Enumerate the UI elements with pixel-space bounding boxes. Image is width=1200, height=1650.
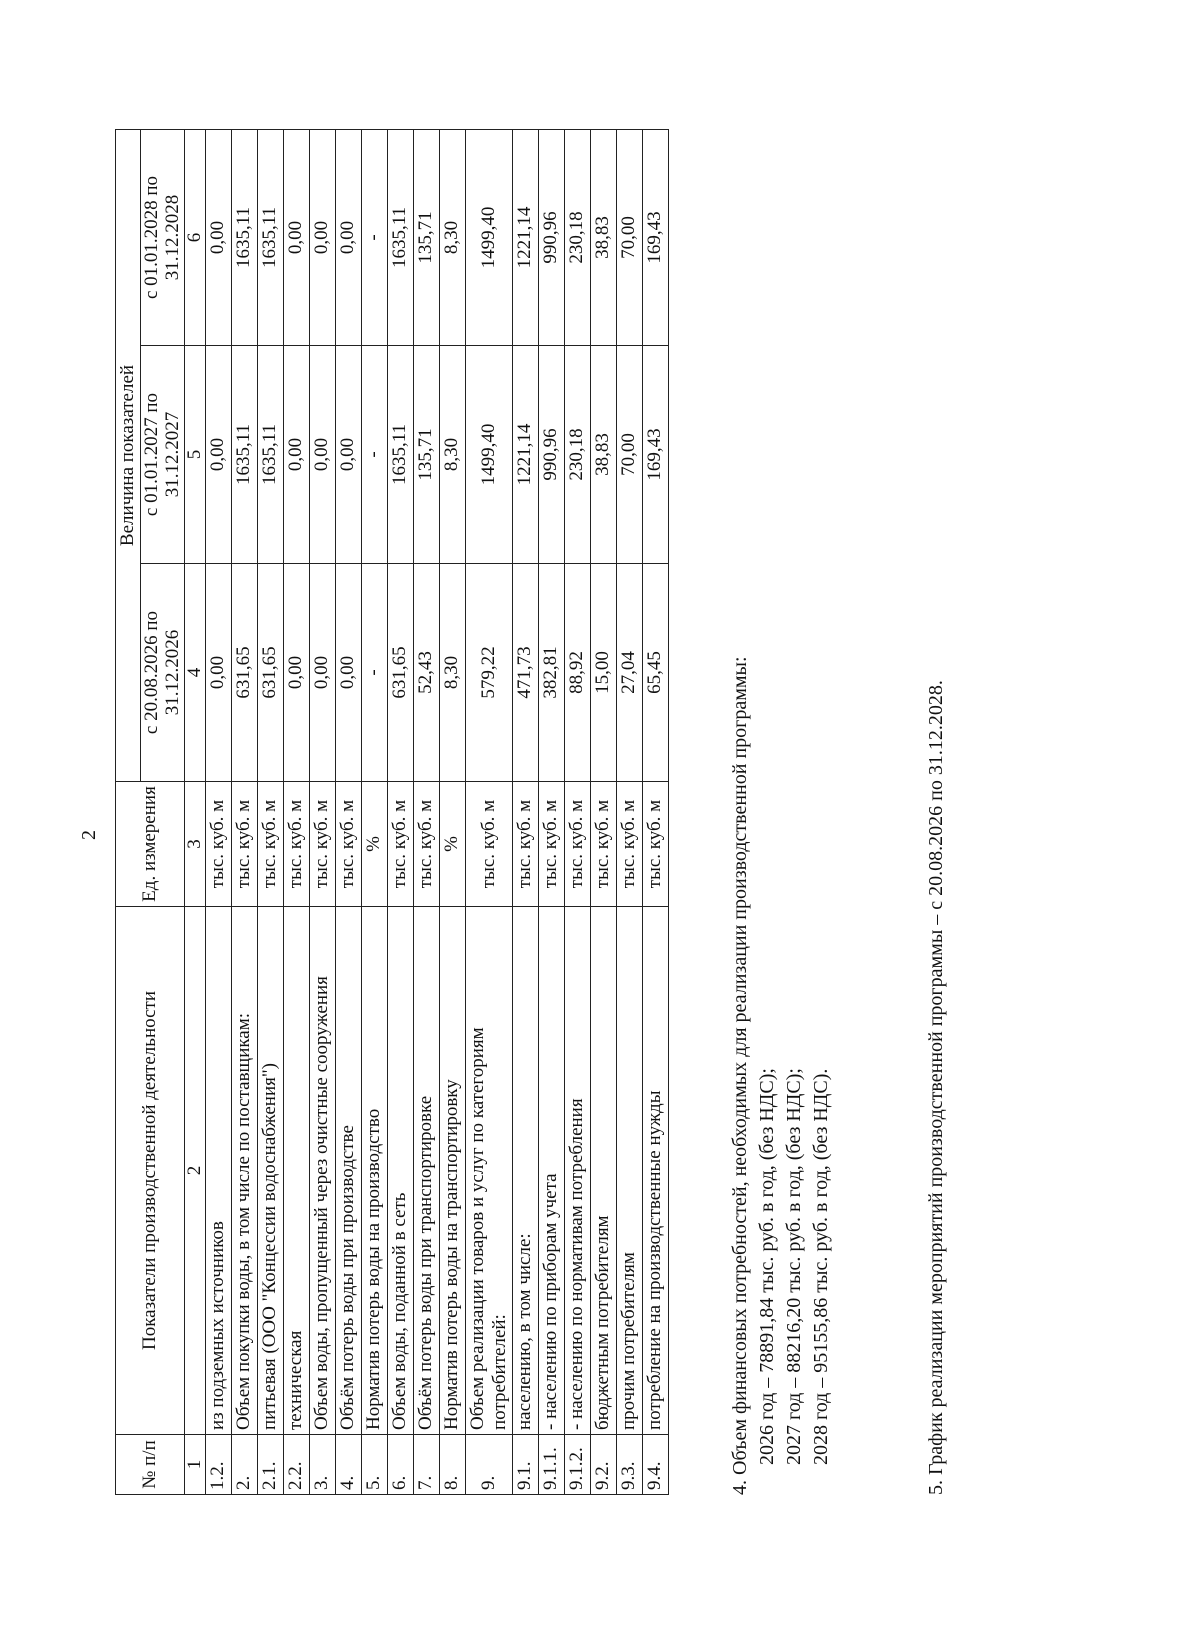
row-value-2028: 0,00 xyxy=(283,129,309,345)
column-number: 5 xyxy=(184,346,205,564)
row-value-2027: - xyxy=(361,346,387,564)
row-value-2028: 1635,11 xyxy=(257,129,283,345)
header-period-2026: с 20.08.2026 по 31.12.2026 xyxy=(141,564,185,782)
row-number: 2. xyxy=(231,1435,257,1495)
row-value-2027: 990,96 xyxy=(538,346,564,564)
table-body xyxy=(205,129,668,1494)
row-indicator-name: Объём потерь воды при производстве xyxy=(335,907,361,1435)
row-number: 7. xyxy=(413,1435,439,1495)
row-value-2028: 0,00 xyxy=(205,129,231,345)
row-indicator-name: прочим потребителям xyxy=(616,907,642,1435)
row-indicator-name: - населению по нормативам потребления xyxy=(564,907,590,1435)
row-unit: тыс. куб. м xyxy=(283,782,309,907)
row-value-2027: 169,43 xyxy=(642,346,668,564)
row-number: 2.2. xyxy=(283,1435,309,1495)
row-indicator-name: Объем воды, пропущенный через очистные сооружения xyxy=(309,907,335,1435)
row-number: 9.2. xyxy=(590,1435,616,1495)
column-number: 6 xyxy=(184,129,205,345)
row-value-2026: 8,30 xyxy=(439,564,465,782)
table-row xyxy=(335,129,361,1494)
table-row xyxy=(413,129,439,1494)
row-value-2026: 65,45 xyxy=(642,564,668,782)
row-value-2026: 15,00 xyxy=(590,564,616,782)
row-indicator-name: техническая xyxy=(283,907,309,1435)
row-value-2027: 0,00 xyxy=(335,346,361,564)
row-number: 1.2. xyxy=(205,1435,231,1495)
row-value-2026: 631,65 xyxy=(387,564,413,782)
row-value-2026: 0,00 xyxy=(335,564,361,782)
column-number: 3 xyxy=(184,782,205,907)
row-value-2026: 471,73 xyxy=(512,564,538,782)
row-number: 9. xyxy=(465,1435,512,1495)
row-indicator-name: населению, в том числе: xyxy=(512,907,538,1435)
header-values-group: Величина показателей xyxy=(116,129,141,781)
row-value-2027: 1635,11 xyxy=(387,346,413,564)
row-unit: тыс. куб. м xyxy=(231,782,257,907)
table-row xyxy=(642,129,668,1494)
row-unit: тыс. куб. м xyxy=(590,782,616,907)
row-value-2027: 135,71 xyxy=(413,346,439,564)
row-indicator-name: из подземных источников xyxy=(205,907,231,1435)
row-indicator-name: Объем воды, поданной в сеть xyxy=(387,907,413,1435)
row-value-2028: 8,30 xyxy=(439,129,465,345)
row-unit: тыс. куб. м xyxy=(205,782,231,907)
row-value-2028: 38,83 xyxy=(590,129,616,345)
table-row xyxy=(590,129,616,1494)
row-number: 9.1.2. xyxy=(564,1435,590,1495)
row-unit: тыс. куб. м xyxy=(413,782,439,907)
row-unit: тыс. куб. м xyxy=(387,782,413,907)
header-period-2027: с 01.01.2027 по 31.12.2027 xyxy=(141,346,185,564)
row-value-2028: 230,18 xyxy=(564,129,590,345)
row-number: 6. xyxy=(387,1435,413,1495)
table-row xyxy=(387,129,413,1494)
table-row xyxy=(257,129,283,1494)
row-number: 2.1. xyxy=(257,1435,283,1495)
note-item-4-line: 2026 год – 78891,84 тыс. руб. в год, (без НДС); xyxy=(756,1068,778,1465)
table-row xyxy=(564,129,590,1494)
row-value-2028: 135,71 xyxy=(413,129,439,345)
row-value-2027: 0,00 xyxy=(283,346,309,564)
row-unit: тыс. куб. м xyxy=(616,782,642,907)
row-value-2027: 0,00 xyxy=(309,346,335,564)
row-value-2028: 1499,40 xyxy=(465,129,512,345)
column-number: 2 xyxy=(184,907,205,1435)
row-value-2028: - xyxy=(361,129,387,345)
row-unit: тыс. куб. м xyxy=(335,782,361,907)
row-value-2027: 1635,11 xyxy=(231,346,257,564)
note-item-4-line: 2028 год – 95155,86 тыс. руб. в год, (без НДС). xyxy=(810,1068,832,1465)
row-number: 8. xyxy=(439,1435,465,1495)
row-number: 9.3. xyxy=(616,1435,642,1495)
row-indicator-name: Норматив потерь воды на транспортировку xyxy=(439,907,465,1435)
row-number: 9.1.1. xyxy=(538,1435,564,1495)
table-row xyxy=(439,129,465,1494)
column-number: 4 xyxy=(184,564,205,782)
row-unit: тыс. куб. м xyxy=(465,782,512,907)
row-value-2028: 70,00 xyxy=(616,129,642,345)
row-value-2026: 0,00 xyxy=(283,564,309,782)
row-value-2026: - xyxy=(361,564,387,782)
row-number: 3. xyxy=(309,1435,335,1495)
row-indicator-name: Объем покупки воды, в том числе по поставщикам: xyxy=(231,907,257,1435)
row-value-2028: 1635,11 xyxy=(387,129,413,345)
row-value-2028: 0,00 xyxy=(335,129,361,345)
table-row xyxy=(283,129,309,1494)
row-value-2027: 1221,14 xyxy=(512,346,538,564)
row-value-2026: 382,81 xyxy=(538,564,564,782)
row-value-2026: 88,92 xyxy=(564,564,590,782)
row-unit: тыс. куб. м xyxy=(642,782,668,907)
row-value-2027: 1499,40 xyxy=(465,346,512,564)
header-period-2028: с 01.01.2028 по 31.12.2028 xyxy=(141,129,185,345)
row-number: 4. xyxy=(335,1435,361,1495)
row-unit: тыс. куб. м xyxy=(564,782,590,907)
row-indicator-name: бюджетным потребителям xyxy=(590,907,616,1435)
row-value-2027: 1635,11 xyxy=(257,346,283,564)
row-value-2027: 230,18 xyxy=(564,346,590,564)
row-value-2027: 8,30 xyxy=(439,346,465,564)
row-indicator-name: Объем реализации товаров и услуг по категориям потребителей: xyxy=(465,907,512,1435)
row-value-2027: 70,00 xyxy=(616,346,642,564)
row-indicator-name: Объём потерь воды при транспортировке xyxy=(413,907,439,1435)
note-item-5: 5. График реализации мероприятий производственной программы – с 20.08.2026 по 31.12.2028. xyxy=(925,680,947,1495)
table-row xyxy=(231,129,257,1494)
row-value-2028: 1635,11 xyxy=(231,129,257,345)
row-indicator-name: - населению по приборам учета xyxy=(538,907,564,1435)
row-value-2028: 169,43 xyxy=(642,129,668,345)
row-value-2026: 0,00 xyxy=(309,564,335,782)
notes-section xyxy=(727,95,950,1495)
row-value-2026: 27,04 xyxy=(616,564,642,782)
row-indicator-name: потребление на производственные нужды xyxy=(642,907,668,1435)
column-number: 1 xyxy=(184,1435,205,1495)
row-indicator-name: Норматив потерь воды на производство xyxy=(361,907,387,1435)
row-unit: тыс. куб. м xyxy=(257,782,283,907)
table-row xyxy=(512,129,538,1494)
header-unit: Ед. измерения xyxy=(116,782,185,907)
row-unit: тыс. куб. м xyxy=(512,782,538,907)
row-value-2028: 0,00 xyxy=(309,129,335,345)
row-unit: % xyxy=(439,782,465,907)
note-item-4-line: 2027 год – 88216,20 тыс. руб. в год, (без НДС); xyxy=(783,1068,805,1465)
note-item-4-title: 4. Объем финансовых потребностей, необходимых для реализации производственной программы: xyxy=(729,656,751,1495)
row-value-2027: 0,00 xyxy=(205,346,231,564)
header-num: № п/п xyxy=(116,1435,185,1495)
table-row xyxy=(538,129,564,1494)
row-number: 9.4. xyxy=(642,1435,668,1495)
header-name: Показатели производственной деятельности xyxy=(116,907,185,1435)
row-value-2028: 990,96 xyxy=(538,129,564,345)
page-number: 2 xyxy=(78,830,100,840)
row-unit: тыс. куб. м xyxy=(309,782,335,907)
row-unit: тыс. куб. м xyxy=(538,782,564,907)
row-number: 9.1. xyxy=(512,1435,538,1495)
row-value-2026: 579,22 xyxy=(465,564,512,782)
table-row xyxy=(616,129,642,1494)
row-value-2026: 0,00 xyxy=(205,564,231,782)
row-value-2028: 1221,14 xyxy=(512,129,538,345)
row-unit: % xyxy=(361,782,387,907)
row-value-2026: 52,43 xyxy=(413,564,439,782)
indicators-table xyxy=(115,129,669,1495)
row-indicator-name: питьевая (ООО "Концессии водоснабжения") xyxy=(257,907,283,1435)
table-row xyxy=(309,129,335,1494)
table-row xyxy=(465,129,512,1494)
row-value-2027: 38,83 xyxy=(590,346,616,564)
row-value-2026: 631,65 xyxy=(257,564,283,782)
table-row xyxy=(361,129,387,1494)
row-number: 5. xyxy=(361,1435,387,1495)
table-row xyxy=(205,129,231,1494)
row-value-2026: 631,65 xyxy=(231,564,257,782)
